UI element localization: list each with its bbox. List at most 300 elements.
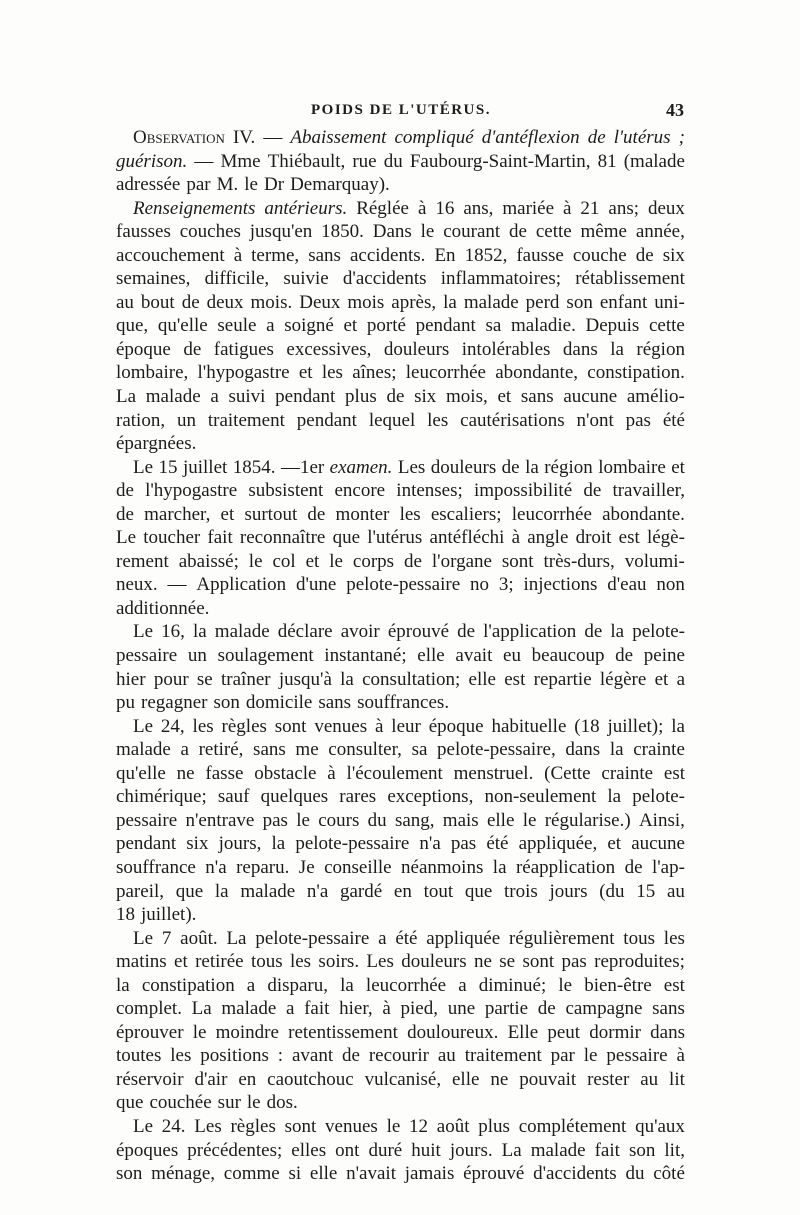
word: précédentes; (187, 1139, 283, 1161)
word: abondante. (602, 503, 685, 525)
word: moindre (215, 1021, 279, 1043)
word: région (544, 456, 593, 478)
word: (malade (623, 150, 685, 172)
word: juillet); (607, 715, 664, 737)
word: de (342, 1045, 360, 1067)
word: impossibilité (473, 480, 573, 502)
text-line (116, 409, 685, 433)
word: un (187, 645, 207, 667)
word: 1854. (232, 456, 276, 478)
word: que (464, 880, 493, 902)
word: beaucoup (531, 645, 605, 667)
word: hier (116, 668, 146, 690)
word: a (285, 998, 295, 1020)
text-line (116, 1139, 685, 1163)
word: repartie (533, 668, 592, 690)
word: dos. (266, 1092, 298, 1114)
word: : (277, 1045, 284, 1067)
word: et (220, 503, 235, 525)
word: angle (527, 527, 569, 549)
word: elle (468, 668, 496, 690)
word: plus (345, 386, 377, 408)
word: qu'elle (116, 762, 166, 784)
word: Thiébault, (267, 150, 346, 172)
word: sur (217, 1092, 241, 1114)
word: pendant (116, 833, 177, 855)
text-line (116, 832, 685, 856)
word: époque (428, 715, 484, 737)
word: même (580, 221, 627, 243)
word: a (180, 739, 189, 761)
word: adressée (116, 174, 181, 196)
word: ne (473, 951, 492, 973)
word: surtout (244, 503, 298, 525)
word: avait (455, 645, 493, 667)
word: rue (352, 150, 377, 172)
text-line (116, 903, 685, 927)
word: Observation (133, 127, 225, 148)
word: jusqu'à (278, 668, 332, 690)
word: semaines, (116, 268, 191, 290)
word: Le (133, 927, 154, 949)
word: cours (318, 809, 360, 831)
word: pelote-pessaire (255, 927, 370, 949)
word: sa (411, 739, 428, 761)
word: légè- (646, 527, 685, 549)
text-line (116, 291, 685, 315)
word: d'eau (607, 574, 647, 596)
word: antéfléchi (429, 527, 505, 549)
word: n'a (419, 833, 441, 855)
word: En (434, 244, 456, 266)
word: la (525, 456, 539, 478)
word: abondante, (495, 362, 579, 384)
text-line (116, 550, 685, 574)
word: et (174, 951, 188, 973)
word: au (666, 880, 685, 902)
word: un (176, 409, 196, 431)
word: en (393, 880, 412, 902)
word: suivi (228, 386, 266, 408)
word: fausses (116, 221, 171, 243)
word: mariée (502, 197, 555, 219)
word: que (116, 1092, 144, 1114)
word: seule (217, 315, 257, 337)
word: pendant (296, 409, 357, 431)
word: août. (180, 927, 218, 949)
text-line (116, 597, 685, 621)
text-line (116, 785, 685, 809)
word: règles (221, 715, 267, 737)
word: du (383, 150, 403, 172)
word: inflammatoires; (440, 268, 562, 290)
word: légère (599, 668, 647, 690)
word: l'hypogastre (145, 480, 238, 502)
word: soirs. (318, 951, 360, 973)
word: Faubourg-Saint-Martin, (409, 150, 591, 172)
word: juillet). (141, 904, 197, 926)
word: reparu. (236, 856, 290, 878)
word: rement (116, 550, 169, 572)
word: fait (594, 1139, 620, 1161)
word: l'écoulement (346, 762, 443, 784)
word: encore (334, 480, 386, 502)
word: aucune (563, 386, 618, 408)
text-line (116, 1115, 685, 1139)
word: diminué; (478, 974, 547, 996)
word: pas (561, 951, 587, 973)
word: malade (530, 1139, 586, 1161)
word: 12 (409, 1115, 429, 1137)
word: le (329, 550, 343, 572)
word: venues (325, 1115, 378, 1137)
word: région (636, 338, 685, 360)
word: cautérisations (460, 409, 565, 431)
word: n'avait (346, 1163, 396, 1185)
word: pour (153, 668, 189, 690)
word: a (458, 974, 467, 996)
text-line (116, 244, 685, 268)
word: la (443, 291, 457, 313)
word: consultation; (362, 668, 461, 690)
word: 15 (636, 880, 656, 902)
text-line (116, 432, 685, 456)
word: juillet (182, 456, 228, 478)
word: pu (116, 692, 135, 714)
word: 16, (161, 621, 185, 643)
word: gardé (339, 880, 383, 902)
word: été (395, 927, 418, 949)
page-number: 43 (666, 100, 684, 120)
word: Les (366, 951, 394, 973)
word: six (662, 244, 685, 266)
word: sans (253, 739, 286, 761)
word: uni- (654, 291, 685, 313)
word: a (210, 386, 219, 408)
word: et (671, 456, 685, 478)
word: malade (463, 291, 519, 313)
text-line (116, 150, 685, 174)
word: lombaire, (116, 362, 189, 384)
word: ans, (463, 197, 494, 219)
word: la (607, 786, 622, 808)
word: instantané; (324, 645, 407, 667)
word: ne (176, 762, 195, 784)
word: par (186, 174, 211, 196)
word: non (656, 574, 685, 596)
word: constipation. (587, 362, 685, 384)
word: la (192, 621, 207, 643)
word: de (116, 480, 134, 502)
word: La (191, 998, 212, 1020)
text-line (116, 668, 685, 692)
word: épargnées. (116, 433, 197, 455)
word: pouvait (519, 1068, 577, 1090)
word: le (558, 974, 573, 996)
word: eu (503, 645, 521, 667)
word: jours, (218, 833, 262, 855)
word: l'ap- (651, 856, 685, 878)
word: 3; (498, 574, 514, 596)
word: sang, (394, 809, 435, 831)
text-line (116, 479, 685, 503)
word: son (213, 692, 240, 714)
word: traitement (207, 409, 285, 431)
word: escaliers; (430, 503, 502, 525)
word: malade (116, 739, 171, 761)
word: déclare (277, 621, 333, 643)
word: pelote-pessaire (295, 833, 410, 855)
word: de (624, 856, 643, 878)
word: à (382, 998, 391, 1020)
word: régulièrement (508, 927, 615, 949)
running-title: POIDS DE L'UTÉRUS. (311, 102, 491, 118)
word: — (167, 574, 187, 596)
word: se (196, 668, 213, 690)
word: pessaire (116, 809, 178, 831)
text-line (116, 173, 685, 197)
word: et (343, 315, 358, 337)
word: la (610, 338, 624, 360)
word: sont (501, 550, 534, 572)
word: Abaissement (290, 127, 387, 148)
word: que (332, 527, 360, 549)
word: éprouvé (463, 1163, 525, 1185)
word: retiré, (198, 739, 244, 761)
word: de (404, 550, 422, 572)
word: et (305, 550, 320, 572)
word: 1850. (321, 221, 364, 243)
word: Dr (264, 174, 285, 196)
text-line (116, 997, 685, 1021)
word: complet. (116, 998, 182, 1020)
word: jamais (404, 1163, 455, 1185)
word: quelques (260, 786, 329, 808)
word: se (499, 951, 516, 973)
word: pessaire (606, 1045, 668, 1067)
text-line (116, 856, 685, 880)
word: fait (207, 527, 233, 549)
word: de (386, 386, 405, 408)
text-line (116, 526, 685, 550)
word: n'entrave (185, 809, 255, 831)
word: deux (647, 197, 685, 219)
word: rester (587, 1068, 630, 1090)
word: ménage, (151, 1163, 215, 1185)
word: éprouvé (387, 621, 450, 643)
word: au (640, 1068, 659, 1090)
word: examen. (329, 456, 393, 478)
word: difficile, (204, 268, 270, 290)
word: dans (562, 338, 598, 360)
word: venues (314, 715, 368, 737)
word: sans (652, 998, 685, 1020)
word: d'accidents (533, 1163, 617, 1185)
word: d'antéflexion (481, 127, 580, 148)
word: maladie. (510, 315, 576, 337)
word: pelote-pessaire, (437, 739, 556, 761)
word: amélio- (626, 386, 685, 408)
word: une (447, 998, 476, 1020)
word: deux (206, 291, 244, 313)
word: ont (335, 1139, 360, 1161)
text-line (116, 573, 685, 597)
word: (du (599, 880, 625, 902)
word: sont (522, 951, 555, 973)
word: époque (116, 338, 171, 360)
word: monter (335, 503, 390, 525)
word: la (609, 739, 624, 761)
word: pareil, (116, 880, 165, 902)
word: IV. (232, 127, 256, 148)
word: elle (486, 809, 515, 831)
word: intenses; (396, 480, 463, 502)
text-line (116, 338, 685, 362)
word: rétablissement (575, 268, 685, 290)
word: reproduites; (594, 951, 685, 973)
word: réservoir (116, 1068, 184, 1090)
word: soulagement (217, 645, 314, 667)
word: 24, (160, 715, 185, 737)
word: le (244, 174, 258, 196)
text-line (116, 950, 685, 974)
word: a (378, 927, 387, 949)
word: duré (368, 1139, 403, 1161)
word: avant (291, 1045, 334, 1067)
word: Les (194, 1115, 222, 1137)
word: a (676, 668, 685, 690)
word: elles (291, 1139, 327, 1161)
word: porté (366, 315, 406, 337)
word: sans (318, 692, 352, 714)
word: pas (450, 833, 477, 855)
word: la (492, 856, 507, 878)
word: lit (669, 1068, 685, 1090)
word: août (436, 1115, 470, 1137)
word: en (238, 1068, 257, 1090)
word: son (628, 1139, 656, 1161)
word: (18 (574, 715, 600, 737)
word: du (367, 809, 387, 831)
text-line (116, 503, 685, 527)
word: et (654, 668, 669, 690)
word: constipation (141, 974, 235, 996)
word: les (170, 1045, 192, 1067)
word: d'une (295, 574, 337, 596)
word: La (116, 386, 137, 408)
word: —1er (280, 456, 325, 478)
word: huit (411, 1139, 441, 1161)
word: bien-être (584, 974, 652, 996)
word: qu'elle (157, 315, 208, 337)
word: la (671, 715, 685, 737)
word: intolérables (461, 338, 551, 360)
word: retirée (195, 951, 244, 973)
word: vulcanisé, (364, 1068, 442, 1090)
text-line (116, 644, 685, 668)
text-line (116, 1044, 685, 1068)
word: retentissement (288, 1021, 398, 1043)
word: mois. (250, 291, 293, 313)
word: l'application (483, 621, 577, 643)
word: le (386, 1115, 401, 1137)
word: est (663, 762, 685, 784)
word: cette (649, 315, 685, 337)
word: 16 (435, 197, 455, 219)
word: plus (478, 1115, 510, 1137)
word: Dans (372, 221, 412, 243)
word: leucorrhée (405, 362, 486, 384)
word: comme (223, 1163, 280, 1185)
word: Ainsi, (638, 809, 685, 831)
word: le (248, 550, 263, 572)
word: les (663, 927, 685, 949)
word: éprouver (116, 1021, 184, 1043)
word: jours. (449, 1139, 493, 1161)
word: guérison. (116, 150, 188, 172)
text-line (116, 715, 685, 739)
word: l'organe (431, 550, 492, 572)
word: régularise.) (544, 809, 631, 831)
word: son (566, 291, 593, 313)
word: de (635, 244, 654, 266)
text-line (116, 738, 685, 762)
text-line (116, 314, 685, 338)
word: malade (145, 386, 201, 408)
text-line (116, 1068, 685, 1092)
word: leur (391, 715, 421, 737)
word: Mme (220, 150, 261, 172)
word: menstruel. (453, 762, 534, 784)
word: pied, (400, 998, 438, 1020)
text-line (116, 762, 685, 786)
word: corps (352, 550, 395, 572)
text-line (116, 1162, 685, 1186)
word: dormir (589, 1021, 641, 1043)
word: de (584, 621, 603, 643)
word: perd (525, 291, 560, 313)
word: et (298, 362, 313, 384)
word: douleurs (383, 338, 450, 360)
word: mais (442, 809, 479, 831)
word: sans (520, 386, 554, 408)
text-line (116, 620, 685, 644)
word: la (271, 833, 286, 855)
word: pas (625, 409, 651, 431)
word: année, (635, 221, 685, 243)
word: 18 (116, 904, 135, 926)
word: avoir (340, 621, 380, 643)
word: Le (116, 527, 137, 549)
word: à (511, 527, 521, 549)
word: rares (339, 786, 377, 808)
word: courant (443, 221, 501, 243)
word: de (587, 127, 606, 148)
word: le (192, 1021, 207, 1043)
word: douloureux. (407, 1021, 499, 1043)
word: Deux (299, 291, 341, 313)
word: positions (200, 1045, 269, 1067)
word: elle (417, 645, 445, 667)
word: cette (535, 221, 572, 243)
word: subsistent (248, 480, 324, 502)
word: partie (484, 998, 529, 1020)
text-line (116, 974, 685, 998)
word: son (116, 1163, 143, 1185)
word: elle (452, 1068, 480, 1090)
word: recourir (368, 1045, 429, 1067)
word: pelote-pessaire (346, 574, 461, 596)
